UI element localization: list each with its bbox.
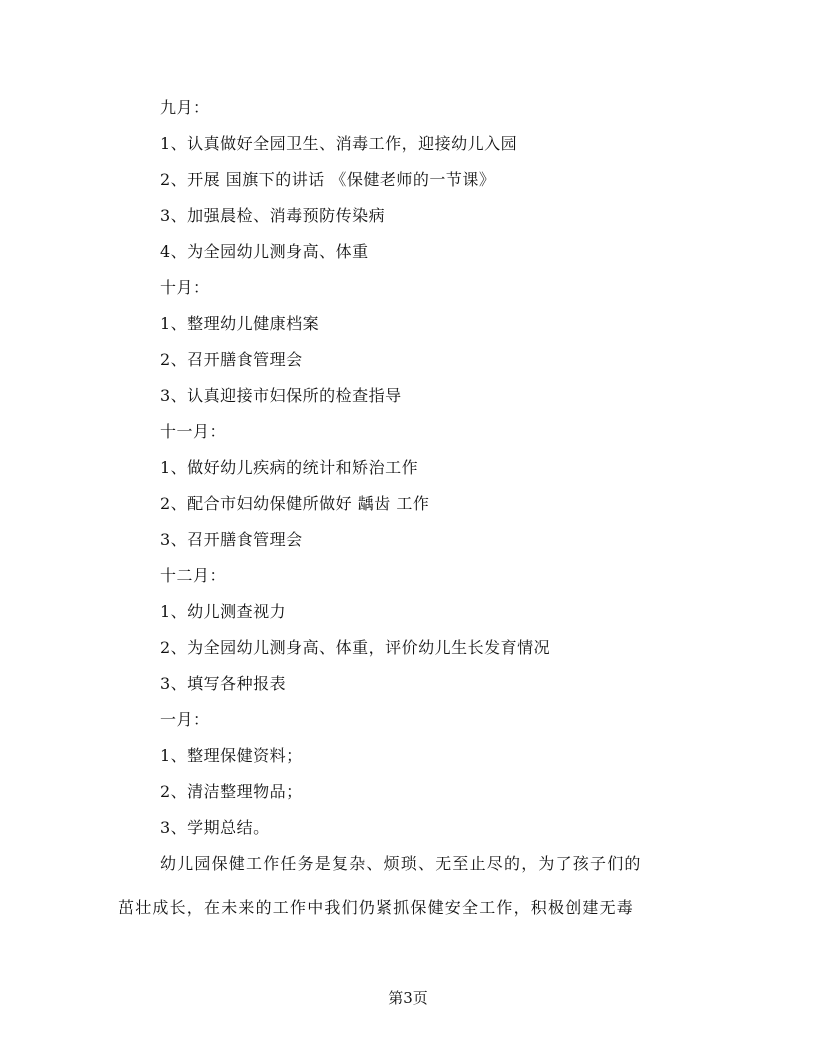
list-item: 3、学期总结。 [160,818,270,837]
month-heading-october: 十月： [160,278,210,297]
list-item: 1、认真做好全园卫生、消毒工作，迎接幼儿入园 [160,134,518,153]
month-heading-january: 一月： [160,710,210,729]
list-item: 2、召开膳食管理会 [160,350,303,369]
list-item: 1、做好幼儿疾病的统计和矫治工作 [160,458,419,477]
month-heading-december: 十二月： [160,566,227,585]
month-heading-november: 十一月： [160,422,227,441]
list-item: 3、认真迎接市妇保所的检查指导 [160,386,402,405]
summary-paragraph-line: 茁壮成长，在未来的工作中我们仍紧抓保健安全工作，积极创建无毒 [118,898,635,917]
list-item: 1、整理幼儿健康档案 [160,314,320,333]
list-item: 1、幼儿测查视力 [160,602,287,621]
list-item: 2、开展 国旗下的讲话 《保健老师的一节课》 [160,170,496,189]
list-item: 2、配合市妇幼保健所做好 龋齿 工作 [160,494,430,513]
month-heading-september: 九月： [160,98,210,117]
list-item: 4、为全园幼儿测身高、体重 [160,242,369,261]
list-item: 3、填写各种报表 [160,674,287,693]
list-item: 1、整理保健资料； [160,746,303,765]
list-item: 2、为全园幼儿测身高、体重，评价幼儿生长发育情况 [160,638,551,657]
summary-paragraph-line: 幼儿园保健工作任务是复杂、烦琐、无至止尽的，为了孩子们的 [160,854,642,873]
list-item: 3、召开膳食管理会 [160,530,303,549]
list-item: 2、清洁整理物品； [160,782,303,801]
page-number: 第3页 [388,989,428,1007]
list-item: 3、加强晨检、消毒预防传染病 [160,206,386,225]
